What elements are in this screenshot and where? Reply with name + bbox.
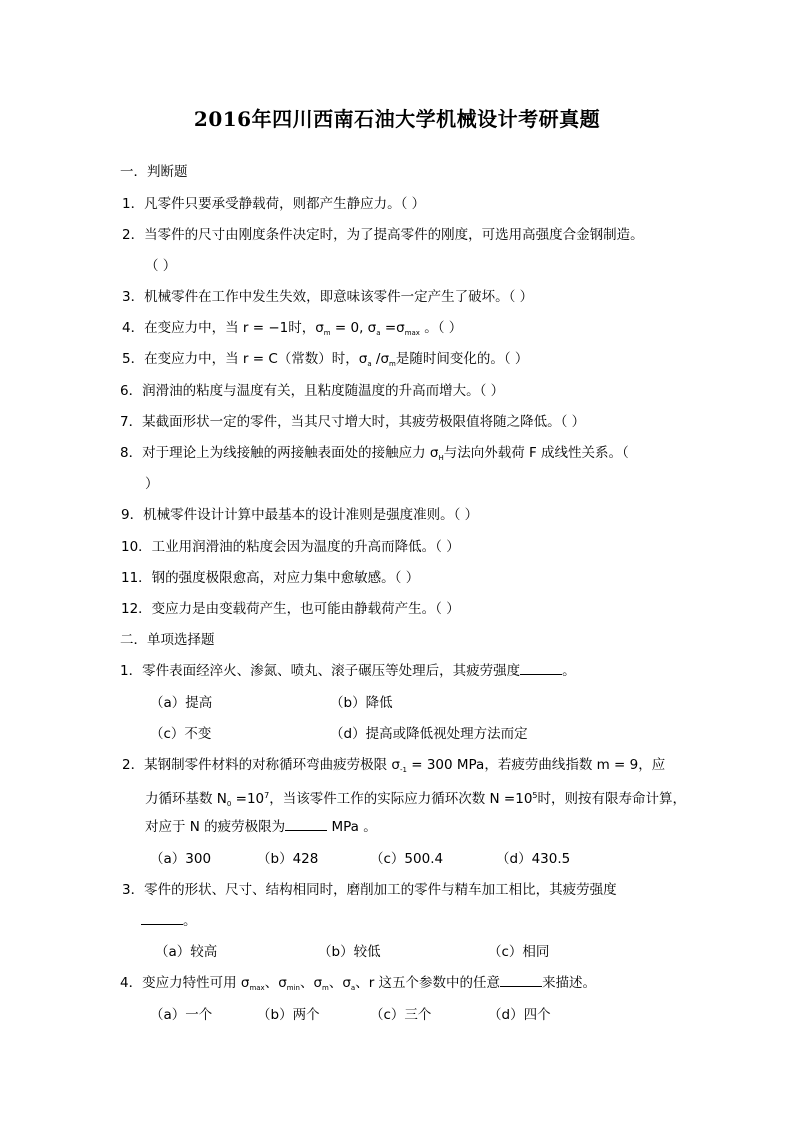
answer-blank <box>500 974 542 987</box>
subscript: max <box>249 984 265 992</box>
text: 1．零件表面经淬火、渗氮、喷丸、滚子碾压等处理后，其疲劳强度 <box>120 663 521 679</box>
section-heading-single-choice: 二．单项选择题 <box>120 632 215 648</box>
subscript: 0 <box>226 800 232 808</box>
text: 对应于 N 的疲劳极限为 <box>145 819 286 835</box>
text: 2．某钢制零件材料的对称循环弯曲疲劳极限 σ <box>122 757 400 773</box>
subscript: min <box>286 984 300 992</box>
text: 、σ <box>264 975 287 991</box>
option-c: （c）三个 <box>370 1007 432 1023</box>
judgement-item-2: 2．当零件的尺寸由刚度条件决定时，为了提高零件的刚度，可选用高强度合金钢制造。 <box>122 227 644 243</box>
answer-blank <box>285 818 327 831</box>
option-b: （b）两个 <box>257 1007 320 1023</box>
subscript: max <box>404 329 420 337</box>
subscript: m <box>389 360 396 368</box>
judgement-item-9: 9．机械零件设计计算中最基本的设计准则是强度准则。（ ） <box>121 507 479 523</box>
judgement-item-4 <box>122 319 462 342</box>
page-title: 2016年四川西南石油大学机械设计考研真题 <box>193 107 601 131</box>
subscript: H <box>438 454 444 462</box>
text: = 0, σ <box>330 320 377 336</box>
judgement-item-5 <box>122 350 528 373</box>
option-d: （d）四个 <box>488 1007 551 1023</box>
text: 4．变应力特性可用 σ <box>120 975 250 991</box>
answer-blank <box>141 912 183 925</box>
answer-blank <box>520 662 562 675</box>
text: 来描述。 <box>542 975 597 991</box>
superscript: 7 <box>264 791 270 800</box>
text: ，当该零件工作的实际应力循环次数 N =10 <box>269 791 533 807</box>
choice-question-2-line-2 <box>145 787 686 813</box>
text: 4．在变应力中，当 r = −1时，σ <box>122 320 324 336</box>
judgement-item-2-answer: （ ） <box>145 258 177 274</box>
judgement-item-3: 3．机械零件在工作中发生失效，即意味该零件一定产生了破坏。（ ） <box>122 289 534 305</box>
subscript: -1 <box>399 766 407 774</box>
text: 。 <box>183 913 197 929</box>
subscript: a <box>367 360 372 368</box>
option-b: （b）428 <box>257 851 319 867</box>
judgement-item-12: 12．变应力是由变载荷产生，也可能由静载荷产生。（ ） <box>121 601 460 617</box>
text: =σ <box>380 320 405 336</box>
choice-question-4 <box>120 974 596 997</box>
text: 5．在变应力中，当 r = C（常数）时，σ <box>122 351 368 367</box>
subscript: a <box>350 984 356 992</box>
option-d: （d）430.5 <box>496 851 571 867</box>
text: /σ <box>371 351 390 367</box>
section-heading-judgement: 一．判断题 <box>120 164 188 180</box>
choice-question-2-line-1 <box>122 756 665 779</box>
judgement-item-7: 7．某截面形状一定的零件，当其尺寸增大时，其疲劳极限值将随之降低。（ ） <box>120 414 586 430</box>
option-a: （a）300 <box>150 851 212 867</box>
text: 与法向外载荷 F 成线性关系。（ <box>443 445 629 461</box>
text: 力循环基数 N <box>145 791 227 807</box>
judgement-item-1: 1．凡零件只要承受静载荷，则都产生静应力。（ ） <box>122 196 426 212</box>
judgement-item-8-answer: ） <box>145 476 159 492</box>
subscript: m <box>323 329 331 337</box>
choice-question-3-blank <box>141 912 197 930</box>
text: 、σ <box>299 975 323 991</box>
text: 是随时间变化的。（ ） <box>395 351 529 367</box>
text: = 300 MPa，若疲劳曲线指数 m = 9，应 <box>406 757 666 773</box>
option-b: （b）降低 <box>330 695 393 711</box>
text: 、σ <box>328 975 351 991</box>
option-a: （a）提高 <box>150 695 213 711</box>
judgement-item-8 <box>120 444 629 467</box>
superscript: 5 <box>532 791 538 800</box>
text: 、r 这五个参数中的任意 <box>355 975 501 991</box>
option-a: （a）一个 <box>150 1007 213 1023</box>
choice-question-1 <box>120 662 576 680</box>
choice-question-2-line-3 <box>145 818 377 836</box>
text: 。（ ） <box>419 320 463 336</box>
judgement-item-10: 10．工业用润滑油的粘度会因为温度的升高而降低。（ ） <box>121 539 460 555</box>
text: 。 <box>562 663 576 679</box>
option-b: （b）较低 <box>318 944 381 960</box>
text: MPa 。 <box>327 819 377 835</box>
text: =10 <box>231 791 265 807</box>
subscript: a <box>376 329 381 337</box>
option-c: （c）500.4 <box>370 851 444 867</box>
text: 8．对于理论上为线接触的两接触表面处的接触应力 σ <box>120 445 439 461</box>
choice-question-3: 3．零件的形状、尺寸、结构相同时，磨削加工的零件与精车加工相比，其疲劳强度 <box>122 882 617 898</box>
judgement-item-11: 11．钢的强度极限愈高，对应力集中愈敏感。（ ） <box>121 570 420 586</box>
text: 时，则按有限寿命计算， <box>537 791 686 807</box>
judgement-item-6: 6．润滑油的粘度与温度有关，且粘度随温度的升高而增大。（ ） <box>120 383 505 399</box>
option-c: （c）相同 <box>488 944 550 960</box>
option-a: （a）较高 <box>155 944 218 960</box>
subscript: m <box>322 984 329 992</box>
option-c: （c）不变 <box>150 726 212 742</box>
option-d: （d）提高或降低视处理方法而定 <box>330 726 528 742</box>
